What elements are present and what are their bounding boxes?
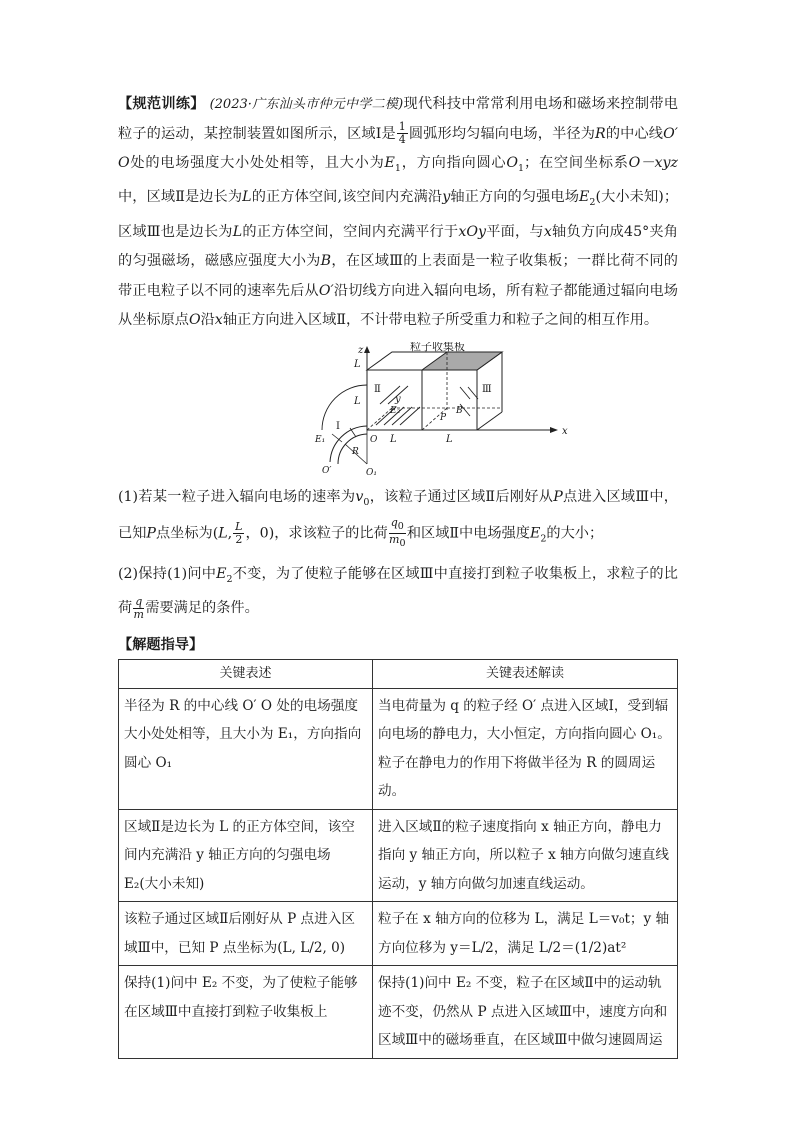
quarter-fraction: $\frac{1}{4}$ [398, 120, 406, 146]
region1-label: Ⅰ [336, 420, 340, 432]
region2-label: Ⅱ [374, 383, 381, 395]
svg-text:B: B [456, 405, 463, 416]
table-row: 保持(1)问中 E₂ 不变，为了使粒子能够在区域Ⅲ中直接打到粒子收集板上 保持(1)问中 E₂ 不变，粒子在区域Ⅱ中的运动轨迹不变，仍然从 P 点进入区域Ⅲ中，速度方向和区域Ⅲ中的磁场垂直，在区域Ⅲ中做匀速圆周运 [119, 966, 678, 1059]
question-1: (1)若某一粒子进入辐向电场的速率为$v_0$，该粒子通过区域Ⅱ后刚好从P点进入区域Ⅲ中，已知P点坐标为(L, $\frac{L}{2}$ ，0)，求该粒子的比荷 $\frac{q_0}{m_0}$ 和区域Ⅱ中电场强度$E_2$的大小； [118, 488, 678, 550]
svg-text:L: L [390, 433, 397, 445]
collector-plate [422, 352, 502, 370]
b-field-arrows [460, 387, 478, 416]
table-header: 关键表述 [119, 659, 373, 688]
svg-text:E₂: E₂ [390, 405, 401, 416]
svg-text:y: y [395, 393, 401, 405]
svg-text:P: P [440, 412, 447, 423]
collector-label: 粒子收集板 [410, 341, 465, 353]
svg-text:O′: O′ [322, 465, 332, 476]
problem-statement: 【规范训练】 (2023·广东汕头市仲元中学二模)现代科技中常常利用电场和磁场来控制带电粒子的运动，某控制装置如图所示，区域Ⅰ是 $\frac{1}{4}$ 圆弧形均匀辐向电场，半径为R的中心线O′ O处的电场强度大小处处相等，且大小为$E_1$，方向指向圆心$O_1$；在空间坐标系O－xyz中，区域Ⅱ是边长为L的正方体空间,该空间内充满沿y轴正方向的匀强电场$E_2$(大小未知)；区域Ⅲ也是边长为L的正方体空间，空间内充满平行于xOy平面，与x轴负方向成45°夹角的匀强磁场，磁感应强度大小为B，在区域Ⅲ的上表面是一粒子收集板；一群比荷不同的带正电粒子以不同的速率先后从O′沿切线方向进入辐向电场，所有粒子都能通过辐向电场从坐标原点O沿x轴正方向进入区域Ⅱ，不计带电粒子所受重力和粒子之间的相互作用。 [118, 96, 679, 329]
question-2: (2)保持(1)问中$E_2$不变，为了使粒子能够在区域Ⅲ中直接打到粒子收集板上，求粒子的比荷 $\frac{q}{m}$ 需要满足的条件。 [118, 566, 678, 621]
svg-text:L: L [354, 358, 361, 370]
svg-text:R: R [352, 446, 359, 457]
svg-text:L: L [446, 433, 453, 445]
table-row: 半径为 R 的中心线 O′ O 处的电场强度大小处处相等，且大小为 E₁，方向指向圆心 O₁ 当电荷量为 q 的粒子经 O′ 点进入区域Ⅰ，受到辐向电场的静电力，大小恒定，方向指向圆心 O₁。粒子在静电力的作用下将做半径为 R 的圆周运动。 [119, 688, 678, 809]
region3-label: Ⅲ [482, 383, 492, 395]
svg-text:z: z [358, 344, 364, 356]
svg-text:O: O [370, 434, 378, 445]
table-header: 关键表述解读 [373, 659, 678, 688]
svg-text:E₁: E₁ [315, 434, 326, 445]
guide-heading: 【解题指导】 [118, 636, 204, 653]
guide-table [118, 659, 678, 1059]
document-body [118, 90, 678, 1059]
problem-source: (2023·广东汕头市仲元中学二模) [209, 97, 404, 112]
apparatus-figure [310, 342, 610, 477]
svg-text:L: L [354, 395, 361, 407]
table-row: 该粒子通过区域Ⅱ后刚好从 P 点进入区域Ⅲ中，已知 P 点坐标为(L, L/2, 0) 粒子在 x 轴方向的位移为 L，满足 L＝v₀t；y 轴方向位移为 y＝L/2，满足 L/2＝(1/2)at² [119, 902, 678, 966]
region3-cube [422, 370, 477, 430]
problem-tag: 【规范训练】 [118, 96, 205, 112]
svg-text:x: x [562, 425, 568, 437]
table-row: 区域Ⅱ是边长为 L 的正方体空间，该空间内充满沿 y 轴正方向的匀强电场 E₂(大小未知) 进入区域Ⅱ的粒子速度指向 x 轴正方向，静电力指向 y 轴正方向，所以粒子 x 轴方向做匀速直线运动，y 轴方向做匀加速直线运动。 [119, 809, 678, 902]
svg-text:O₁: O₁ [366, 467, 377, 477]
